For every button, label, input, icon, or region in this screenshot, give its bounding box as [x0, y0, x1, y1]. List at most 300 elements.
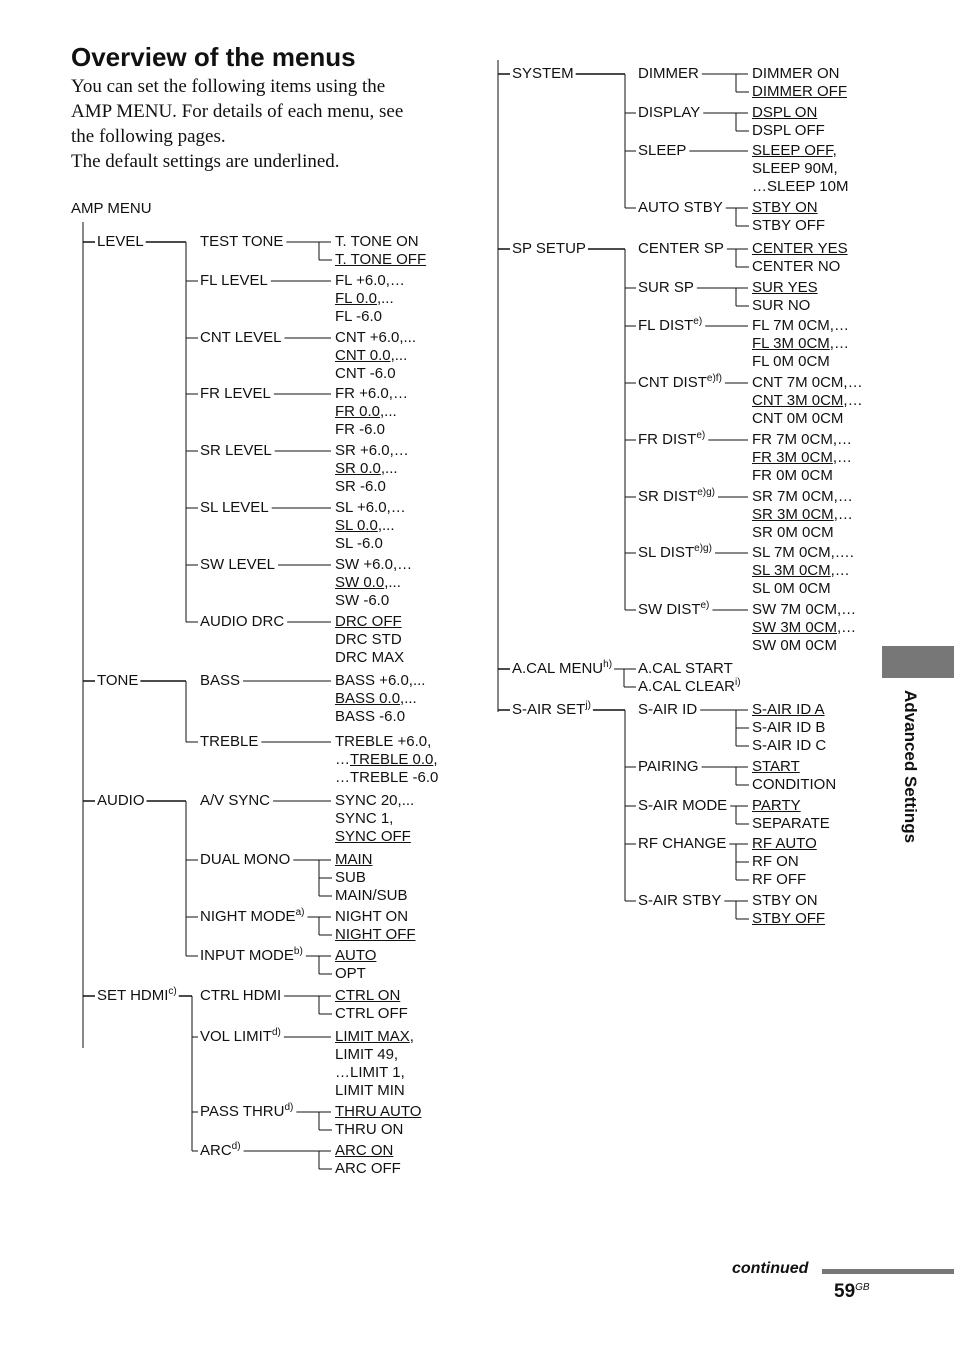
- option-text: ,...: [384, 574, 401, 591]
- option-value: [752, 83, 847, 101]
- menu-tone-text: TONE: [97, 672, 139, 689]
- option-value: [752, 65, 840, 83]
- option-text: CTRL OFF: [335, 1005, 408, 1022]
- option-text: ,: [433, 751, 438, 768]
- option-text: ARC OFF: [335, 1160, 401, 1177]
- option-text: FL 0M 0CM: [752, 353, 830, 370]
- default-option-text: MAIN: [335, 851, 373, 868]
- menu-system: [512, 65, 574, 83]
- option-value: [752, 524, 834, 542]
- submenu-s-air-mode: [638, 797, 727, 815]
- menu-system-text: SYSTEM: [512, 65, 574, 82]
- menu-level: [97, 233, 144, 251]
- option-text: LIMIT MIN: [335, 1082, 405, 1099]
- option-value: [335, 908, 408, 926]
- option-text: ,: [832, 142, 837, 159]
- option-text: SUB: [335, 869, 366, 886]
- default-option-text: AUTO: [335, 947, 377, 964]
- option-value: [335, 403, 397, 421]
- option-value: [752, 637, 837, 655]
- option-value: [752, 449, 852, 467]
- option-value: [752, 199, 818, 217]
- option-value: [335, 792, 414, 810]
- submenu-sur-sp: [638, 279, 694, 297]
- option-value: [335, 965, 366, 983]
- option-value: [335, 708, 405, 726]
- option-value: [335, 1028, 414, 1046]
- option-value: [335, 631, 402, 649]
- submenu-dual-mono-text: DUAL MONO: [200, 851, 291, 868]
- option-value: [335, 517, 394, 535]
- submenu-cnt-dist: [638, 374, 722, 392]
- default-option-text: CNT 3M 0CM: [752, 392, 844, 409]
- option-text: …LIMIT 1,: [335, 1064, 405, 1081]
- option-text: SW 7M 0CM,…: [752, 601, 857, 618]
- option-value: [752, 392, 863, 410]
- option-text: ,...: [376, 290, 394, 307]
- submenu-sl-dist-text: SL DIST: [638, 544, 695, 561]
- option-text: SR 0M 0CM: [752, 524, 834, 541]
- option-text: SR -6.0: [335, 478, 386, 495]
- option-value: [752, 871, 806, 889]
- footnote-ref: h): [603, 659, 613, 670]
- option-value: [752, 335, 849, 353]
- footnote-ref: a): [295, 907, 305, 918]
- default-option-text: CENTER YES: [752, 240, 848, 257]
- default-option-text: START: [752, 758, 800, 775]
- option-text: OPT: [335, 965, 366, 982]
- submenu-sw-level-text: SW LEVEL: [200, 556, 276, 573]
- option-value: [752, 122, 825, 140]
- option-text: SR +6.0,…: [335, 442, 409, 459]
- menu-tone: [97, 672, 138, 690]
- option-text: SW +6.0,…: [335, 556, 413, 573]
- option-value: [752, 178, 848, 196]
- submenu-display-text: DISPLAY: [638, 104, 701, 121]
- submenu-sl-level: [200, 499, 269, 517]
- menu-s-air-set: [512, 701, 591, 719]
- default-option-text: SL 3M 0CM: [752, 562, 831, 579]
- submenu-auto-stby-text: AUTO STBY: [638, 199, 723, 216]
- submenu-a-cal-clear-text: A.CAL CLEAR: [638, 678, 735, 695]
- menu-sp-setup-text: SP SETUP: [512, 240, 586, 257]
- option-text: ,…: [830, 562, 850, 579]
- option-text: BASS -6.0: [335, 708, 406, 725]
- submenu-sl-dist: [638, 544, 712, 562]
- option-text: S-AIR ID B: [752, 719, 826, 736]
- option-text: CNT 7M 0CM,…: [752, 374, 863, 391]
- submenu-center-sp: [638, 240, 724, 258]
- option-text: …: [335, 751, 350, 768]
- submenu-arc-text: ARC: [200, 1142, 232, 1159]
- option-value: [752, 317, 849, 335]
- option-text: BASS +6.0,...: [335, 672, 426, 689]
- option-value: [335, 1005, 408, 1023]
- default-option-text: SW 3M 0CM: [752, 619, 838, 636]
- submenu-input-mode-text: INPUT MODE: [200, 947, 294, 964]
- option-text: RF ON: [752, 853, 799, 870]
- option-value: [752, 104, 817, 122]
- option-value: [752, 431, 852, 449]
- option-text: …TREBLE -6.0: [335, 769, 439, 786]
- intro-line: The default settings are underlined.: [71, 151, 340, 172]
- option-text: ,…: [829, 335, 849, 352]
- footnote-ref: d): [231, 1141, 241, 1152]
- default-option-text: FL 3M 0CM: [752, 335, 830, 352]
- option-text: TREBLE +6.0,: [335, 733, 432, 750]
- default-option-text: SYNC OFF: [335, 828, 411, 845]
- default-option-text: SR 0.0: [335, 460, 381, 477]
- option-value: [752, 240, 848, 258]
- footnote-ref: j): [585, 700, 591, 711]
- page-title: Overview of the menus: [71, 42, 356, 72]
- submenu-vol-limit: [200, 1028, 281, 1046]
- option-text: SW 0M 0CM: [752, 637, 838, 654]
- option-value: [752, 701, 825, 719]
- submenu-sr-dist: [638, 488, 715, 506]
- option-value: [335, 347, 407, 365]
- option-value: [335, 733, 431, 751]
- submenu-dimmer-text: DIMMER: [638, 65, 699, 82]
- submenu-fl-level-text: FL LEVEL: [200, 272, 268, 289]
- option-value: [752, 160, 838, 178]
- option-text: …SLEEP 10M: [752, 178, 849, 195]
- option-value: [335, 251, 426, 269]
- submenu-sr-level: [200, 442, 272, 460]
- option-value: [335, 810, 393, 828]
- option-value: [752, 580, 831, 598]
- default-option-text: T. TONE OFF: [335, 251, 427, 268]
- option-text: CNT +6.0,...: [335, 329, 417, 346]
- option-value: [335, 308, 382, 326]
- option-value: [752, 853, 799, 871]
- option-value: [752, 910, 825, 928]
- submenu-test-tone-text: TEST TONE: [200, 233, 284, 250]
- menu-level-text: LEVEL: [97, 233, 144, 250]
- submenu-cnt-level: [200, 329, 281, 347]
- footnote-ref: e)f): [706, 373, 722, 384]
- option-value: [335, 751, 438, 769]
- default-option-text: DSPL ON: [752, 104, 818, 121]
- option-value: [752, 776, 836, 794]
- option-text: RF OFF: [752, 871, 807, 888]
- submenu-ctrl-hdmi-text: CTRL HDMI: [200, 987, 282, 1004]
- option-value: [335, 690, 417, 708]
- option-text: STBY OFF: [752, 217, 826, 234]
- option-text: ,…: [843, 392, 863, 409]
- submenu-fl-level: [200, 272, 268, 290]
- option-value: [752, 835, 817, 853]
- option-text: FL +6.0,…: [335, 272, 405, 289]
- option-text: SR 7M 0CM,…: [752, 488, 853, 505]
- option-value: [752, 619, 856, 637]
- submenu-dimmer: [638, 65, 699, 83]
- section-tab-marker: [882, 646, 954, 678]
- option-value: [335, 869, 366, 887]
- footnote-ref: e): [696, 430, 706, 441]
- option-value: [752, 217, 825, 235]
- menu-set-hdmi: [97, 987, 177, 1005]
- option-value: [335, 592, 389, 610]
- submenu-audio-drc-text: AUDIO DRC: [200, 613, 285, 630]
- option-value: [335, 460, 398, 478]
- option-text: ,…: [833, 506, 853, 523]
- default-option-text: RF AUTO: [752, 835, 817, 852]
- submenu-s-air-mode-text: S-AIR MODE: [638, 797, 728, 814]
- submenu-arc: [200, 1142, 241, 1160]
- default-option-text: DRC OFF: [335, 613, 402, 630]
- section-tab-label: Advanced Settings: [901, 690, 920, 844]
- submenu-a-cal-start-text: A.CAL START: [638, 660, 733, 677]
- submenu-s-air-stby: [638, 892, 721, 910]
- option-value: [752, 562, 850, 580]
- default-option-text: LIMIT MAX: [335, 1028, 410, 1045]
- footnote-ref: i): [734, 677, 741, 688]
- submenu-fl-dist: [638, 317, 702, 335]
- submenu-s-air-id: [638, 701, 697, 719]
- submenu-audio-drc: [200, 613, 284, 631]
- option-value: [335, 535, 383, 553]
- option-text: ,…: [837, 619, 857, 636]
- footnote-ref: e)g): [697, 487, 715, 498]
- option-text: SW -6.0: [335, 592, 390, 609]
- option-value: [335, 1103, 421, 1121]
- continued-label: continued: [732, 1260, 809, 1277]
- default-option-text: SR 3M 0CM: [752, 506, 834, 523]
- submenu-sl-level-text: SL LEVEL: [200, 499, 269, 516]
- option-value: [335, 478, 386, 496]
- option-text: CENTER NO: [752, 258, 841, 275]
- option-value: [335, 365, 396, 383]
- option-text: ,: [409, 1028, 414, 1045]
- option-text: DRC MAX: [335, 649, 405, 666]
- submenu-pairing-text: PAIRING: [638, 758, 699, 775]
- continued-bar: [822, 1269, 954, 1274]
- menu-audio: [97, 792, 145, 810]
- option-value: [335, 272, 405, 290]
- submenu-treble-text: TREBLE: [200, 733, 259, 750]
- submenu-display: [638, 104, 700, 122]
- submenu-a-cal-clear: [638, 678, 741, 696]
- option-text: T. TONE ON: [335, 233, 419, 250]
- option-value: [335, 987, 400, 1005]
- page-number-value: 59: [834, 1281, 856, 1302]
- default-option-text: FL 0.0: [335, 290, 377, 307]
- option-text: SEPARATE: [752, 815, 830, 832]
- option-value: [752, 544, 854, 562]
- option-text: FR 7M 0CM,…: [752, 431, 853, 448]
- option-text: STBY ON: [752, 892, 818, 909]
- footnote-ref: e): [693, 316, 703, 327]
- submenu-s-air-id-text: S-AIR ID: [638, 701, 698, 718]
- menu-s-air-set-text: S-AIR SET: [512, 701, 586, 718]
- option-text: SL +6.0,…: [335, 499, 406, 516]
- default-option-text: SUR YES: [752, 279, 818, 296]
- option-value: [752, 488, 853, 506]
- footnote-ref: e)g): [694, 543, 712, 554]
- option-value: [335, 1064, 405, 1082]
- default-option-text: CTRL ON: [335, 987, 401, 1004]
- default-option-text: TREBLE 0.0: [350, 751, 434, 768]
- default-option-text: FR 3M 0CM: [752, 449, 833, 466]
- option-value: [335, 385, 408, 403]
- option-value: [752, 719, 825, 737]
- default-option-text: BASS 0.0: [335, 690, 401, 707]
- option-value: [335, 574, 401, 592]
- submenu-bass: [200, 672, 240, 690]
- option-value: [335, 421, 385, 439]
- intro-line: AMP MENU. For details of each menu, see: [71, 101, 404, 122]
- submenu-input-mode: [200, 947, 303, 965]
- submenu-auto-stby: [638, 199, 723, 217]
- option-text: CONDITION: [752, 776, 837, 793]
- footnote-ref: b): [293, 946, 303, 957]
- submenu-night-mode-text: NIGHT MODE: [200, 908, 296, 925]
- option-value: [335, 556, 412, 574]
- option-value: [335, 926, 416, 944]
- option-value: [335, 947, 376, 965]
- option-text: CNT 0M 0CM: [752, 410, 844, 427]
- submenu-sleep-text: SLEEP: [638, 142, 687, 159]
- option-text: FL 7M 0CM,…: [752, 317, 849, 334]
- option-value: [752, 892, 818, 910]
- submenu-fl-dist-text: FL DIST: [638, 317, 694, 334]
- submenu-vol-limit-text: VOL LIMIT: [200, 1028, 272, 1045]
- submenu-rf-change: [638, 835, 726, 853]
- option-value: [335, 1046, 398, 1064]
- option-text: SLEEP 90M,: [752, 160, 838, 177]
- option-text: CNT -6.0: [335, 365, 396, 382]
- submenu-a-v-sync: [200, 792, 270, 810]
- option-value: [335, 1121, 403, 1139]
- submenu-center-sp-text: CENTER SP: [638, 240, 724, 257]
- option-value: [752, 258, 840, 276]
- option-text: SL 7M 0CM,….: [752, 544, 854, 561]
- option-text: ,...: [380, 403, 397, 420]
- submenu-dual-mono: [200, 851, 290, 869]
- submenu-a-cal-start: [638, 660, 733, 678]
- default-option-text: DIMMER OFF: [752, 83, 847, 100]
- option-value: [752, 353, 830, 371]
- option-value: [752, 815, 830, 833]
- option-text: SL -6.0: [335, 535, 383, 552]
- option-text: ,…: [832, 449, 853, 466]
- default-option-text: SLEEP OFF: [752, 142, 833, 159]
- page-number-suffix: GB: [855, 1282, 870, 1293]
- submenu-rf-change-text: RF CHANGE: [638, 835, 727, 852]
- default-option-text: STBY ON: [752, 199, 818, 216]
- submenu-cnt-dist-text: CNT DIST: [638, 374, 707, 391]
- option-value: [335, 887, 408, 905]
- option-text: LIMIT 49,: [335, 1046, 399, 1063]
- footnote-ref: e): [700, 600, 710, 611]
- footnote-ref: d): [284, 1102, 294, 1113]
- option-text: FR 0M 0CM: [752, 467, 833, 484]
- menu-a-cal-menu-text: A.CAL MENU: [512, 660, 604, 677]
- option-text: DSPL OFF: [752, 122, 825, 139]
- option-text: ,...: [400, 690, 417, 707]
- submenu-a-v-sync-text: A/V SYNC: [200, 792, 271, 809]
- option-text: ,...: [377, 517, 395, 534]
- option-value: [752, 467, 833, 485]
- option-text: NIGHT ON: [335, 908, 409, 925]
- option-value: [752, 297, 810, 315]
- option-value: [335, 851, 373, 869]
- footnote-ref: c): [168, 986, 177, 997]
- option-text: FL -6.0: [335, 308, 382, 325]
- amp-menu-label: AMP MENU: [71, 200, 152, 217]
- option-value: [335, 613, 402, 631]
- option-text: DRC STD: [335, 631, 402, 648]
- submenu-pass-thru-text: PASS THRU: [200, 1103, 285, 1120]
- option-text: MAIN/SUB: [335, 887, 408, 904]
- option-value: [752, 601, 856, 619]
- submenu-night-mode: [200, 908, 304, 926]
- default-option-text: SL 0.0: [335, 517, 378, 534]
- page-number: [834, 1281, 870, 1303]
- default-option-text: NIGHT OFF: [335, 926, 416, 943]
- submenu-bass-text: BASS: [200, 672, 241, 689]
- option-value: [752, 758, 800, 776]
- submenu-pass-thru: [200, 1103, 293, 1121]
- footnote-ref: d): [271, 1027, 281, 1038]
- option-value: [752, 142, 837, 160]
- option-value: [752, 797, 801, 815]
- option-value: [752, 506, 853, 524]
- default-option-text: PARTY: [752, 797, 801, 814]
- option-value: [335, 828, 411, 846]
- default-option-text: CNT 0.0: [335, 347, 391, 364]
- default-option-text: S-AIR ID A: [752, 701, 825, 718]
- default-option-text: FR 0.0: [335, 403, 381, 420]
- option-text: FR -6.0: [335, 421, 386, 438]
- default-option-text: STBY OFF: [752, 910, 826, 927]
- submenu-sr-level-text: SR LEVEL: [200, 442, 272, 459]
- option-value: [335, 1142, 393, 1160]
- submenu-fr-dist: [638, 431, 705, 449]
- default-option-text: THRU AUTO: [335, 1103, 422, 1120]
- submenu-sr-dist-text: SR DIST: [638, 488, 698, 505]
- option-text: SYNC 1,: [335, 810, 394, 827]
- option-value: [335, 1082, 405, 1100]
- submenu-sleep: [638, 142, 686, 160]
- option-value: [752, 410, 843, 428]
- option-text: THRU ON: [335, 1121, 404, 1138]
- intro-line: You can set the following items using the: [71, 76, 386, 97]
- intro-line: the following pages.: [71, 126, 226, 147]
- option-value: [335, 233, 419, 251]
- submenu-treble: [200, 733, 258, 751]
- submenu-sw-dist-text: SW DIST: [638, 601, 701, 618]
- submenu-fr-dist-text: FR DIST: [638, 431, 697, 448]
- submenu-sur-sp-text: SUR SP: [638, 279, 694, 296]
- option-text: ,...: [380, 460, 398, 477]
- option-text: ,...: [390, 347, 408, 364]
- menu-set-hdmi-text: SET HDMI: [97, 987, 169, 1004]
- option-value: [752, 737, 826, 755]
- option-value: [752, 374, 863, 392]
- option-value: [752, 279, 818, 297]
- option-text: SUR NO: [752, 297, 811, 314]
- submenu-sw-dist: [638, 601, 709, 619]
- option-value: [335, 499, 406, 517]
- default-option-text: ARC ON: [335, 1142, 394, 1159]
- menu-sp-setup: [512, 240, 586, 258]
- option-value: [335, 1160, 401, 1178]
- option-text: SL 0M 0CM: [752, 580, 831, 597]
- submenu-fr-level: [200, 385, 271, 403]
- default-option-text: SW 0.0: [335, 574, 385, 591]
